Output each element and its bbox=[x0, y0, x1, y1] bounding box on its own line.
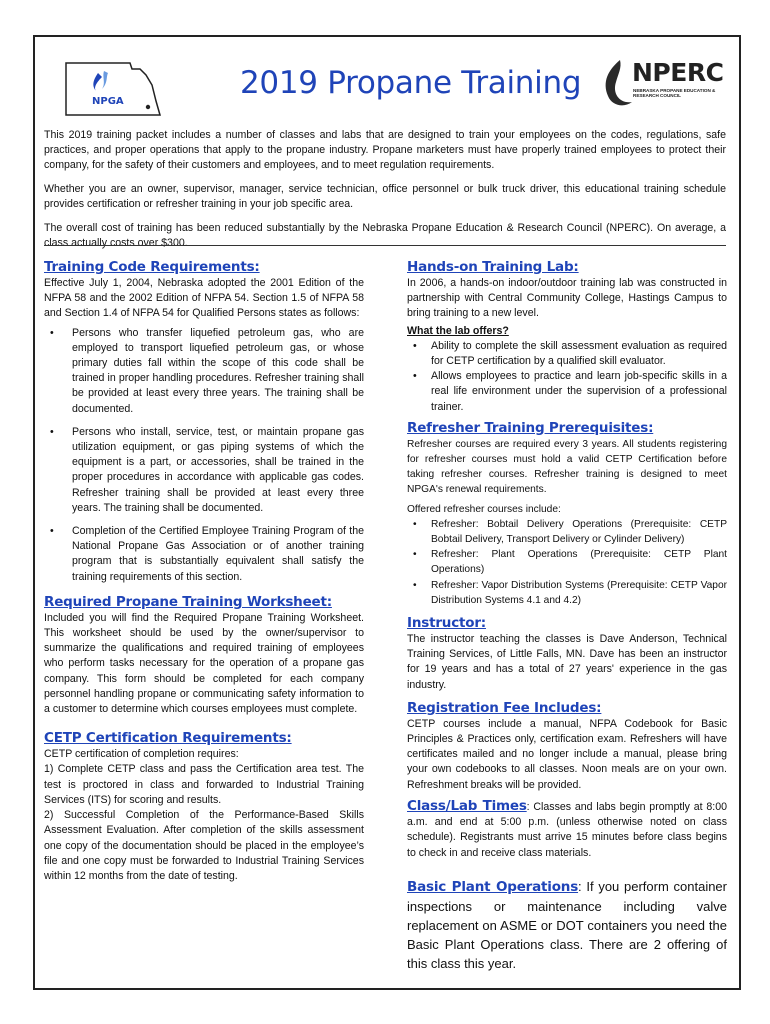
list-item: • Completion of the Certified Employee Training Program of the National Propane Gas Association or of another training program that is substantially equivalent shall satisfy the training requirements of this section. bbox=[50, 525, 364, 583]
nperc-logo-text: NPERC bbox=[632, 58, 724, 87]
section-divider bbox=[44, 245, 726, 246]
training-code-list bbox=[44, 326, 364, 585]
intro-paragraph-3: The overall cost of training has been reduced substantially by the Nebraska Propane Education & Research Council (NPERC). On average, a class actually costs over $300. bbox=[44, 221, 726, 249]
list-item: • Refresher: Bobtail Delivery Operations (Prerequisite: CETP Bobtail Delivery, Transport Delivery or Cylinder Delivery) bbox=[413, 518, 727, 546]
worksheet-body: Included you will find the Required Propane Training Worksheet. This worksheet should be used by the owner/supervisor to summarize the qualifications and required training of employees who perform tasks necessary for the operation of a propane gas company. This form should be completed for each company personnel handling propane or communicating safety information to a customer to determine which courses employees must complete. bbox=[44, 611, 364, 716]
bullet-icon: • bbox=[413, 579, 417, 591]
refresher-body: Refresher courses are required every 3 years. All students registering for refresher courses must hold a valid CETP Certification before taking refresher courses. Refresher training is designed to meet NPGA's renewal requirements. bbox=[407, 438, 727, 496]
refresher-list bbox=[407, 517, 727, 608]
bullet-icon: • bbox=[413, 549, 417, 561]
nperc-logo-subtext: NEBRASKA PROPANE EDUCATION & RESEARCH COUNCIL bbox=[633, 88, 716, 99]
intro-paragraph-1: This 2019 training packet includes a number of classes and labs that are designed to train your employees on the codes, regulations, safe practices, and proper operations that apply to the propane industry. Propane marketers must have properly trained employees to protect their company, for the safety of their customers and employees, and to meet regulation requirements. bbox=[44, 128, 726, 171]
npga-nebraska-logo bbox=[60, 55, 170, 125]
list-item: • Refresher: Plant Operations (Prerequisite: CETP Plant Operations) bbox=[413, 549, 727, 576]
lab-offers-subheading: What the lab offers? bbox=[407, 324, 509, 337]
basic-plant-heading: Basic Plant Operations bbox=[407, 878, 579, 895]
list-item: • Persons who install, service, test, or maintain propane gas utilization equipment, or gas piping systems of which the equipment is a part, or accessories, shall be trained in the proper procedures in accordance with applicable gas codes. Refresher training shall be provided at least every three years. The training shall be documented. bbox=[50, 425, 364, 514]
training-code-heading: Training Code Requirements: bbox=[44, 259, 260, 275]
npga-logo-text: NPGA bbox=[92, 96, 124, 107]
bullet-icon: • bbox=[50, 525, 54, 538]
list-item: • Ability to complete the skill assessment evaluation as required for CETP certification by a qualified skill evaluator. bbox=[413, 339, 727, 368]
cetp-heading: CETP Certification Requirements: bbox=[44, 730, 292, 747]
right-column bbox=[407, 258, 727, 973]
instructor-body: The instructor teaching the classes is Dave Anderson, Technical Training Services, of Little Falls, MN. Dave has been an instructor for 19 years and has a total of 27 years' experience in the gas industry. bbox=[407, 633, 727, 691]
hands-on-body: In 2006, a hands-on indoor/outdoor training lab was constructed in partnership with Central Community College, Hastings Campus to bring training to a new level. bbox=[407, 277, 727, 320]
worksheet-heading: Required Propane Training Worksheet: bbox=[44, 593, 332, 610]
instructor-heading: Instructor: bbox=[407, 615, 486, 632]
bullet-icon: • bbox=[413, 518, 417, 530]
intro-paragraph-2: Whether you are an owner, supervisor, manager, service technician, office personnel or bulk truck driver, this educational training schedule provides certification or refresher training in your job specific area. bbox=[44, 182, 726, 210]
list-item: • Allows employees to practice and learn job-specific skills in a real life environment under the supervision of a professional trainer. bbox=[413, 370, 727, 413]
refresher-heading: Refresher Training Prerequisites: bbox=[407, 419, 654, 436]
bullet-icon: • bbox=[50, 425, 54, 438]
basic-plant-body: : If you perform container inspections or maintenance including valve replacement on ASME or DOT containers you need the Basic Plant Operations class. There are 2 offering of this class this year. bbox=[407, 878, 727, 971]
class-times-paragraph bbox=[407, 799, 727, 861]
list-item: • Persons who transfer liquefied petroleum gas, who are employed to transport liquefied petroleum gas, or whose primary duties fall within the scope of this code shall be trained in proper handling procedures. Refresher training shall be provided at least every three years. The training shall be documented. bbox=[50, 326, 364, 415]
bullet-icon: • bbox=[413, 339, 417, 352]
cetp-line-2: 1) Complete CETP class and pass the Certification area test. The test is proctored in class and forwarded to Industrial Training Services (ITS) for scoring and results. bbox=[44, 763, 364, 806]
list-item: • Refresher: Vapor Distribution Systems (Prerequisite: CETP Vapor Distribution Systems 4.1 and 4.2) bbox=[413, 579, 727, 606]
bullet-icon: • bbox=[413, 370, 417, 383]
cetp-line-1: CETP certification of completion requires: bbox=[44, 748, 239, 761]
basic-plant-paragraph bbox=[407, 877, 727, 973]
cetp-line-3: 2) Successful Completion of the Performance-Based Skills Assessment Evaluation. After completion of the skills assessment one copy of the documentation should be placed in the employee’s file and one copy must be forwarded to Industrial Training Services within 12 months from the date of testing. bbox=[44, 809, 364, 882]
refresher-offered: Offered refresher courses include: bbox=[407, 503, 561, 515]
bullet-icon: • bbox=[50, 326, 54, 339]
training-code-body: Effective July 1, 2004, Nebraska adopted the 2001 Edition of the NFPA 58 and the 2002 Edition of NFPA 54. Section 1.5 of NFPA 58 and Section 1.4 of NFPA 54 for Qualified Persons states as follows: bbox=[44, 277, 364, 320]
lab-offers-list bbox=[407, 339, 727, 415]
page-title: 2019 Propane Training bbox=[240, 65, 582, 101]
hands-on-heading: Hands-on Training Lab: bbox=[407, 259, 579, 275]
class-times-heading: Class/Lab Times bbox=[407, 797, 527, 814]
left-column bbox=[44, 258, 364, 884]
class-times-body: : Classes and labs begin promptly at 8:00 a.m. and end at 5:00 p.m. (unless otherwise noted on class schedule). Registrants must arrive 15 minutes before class begins to check in and receive class materials. bbox=[407, 800, 727, 859]
registration-heading: Registration Fee Includes: bbox=[407, 699, 602, 716]
registration-body: CETP courses include a manual, NFPA Codebook for Basic Principles & Practices only, certification exam. Refreshers will have certificates mailed and no longer include a manual, please bring your own codebooks to all classes. Noon meals are on your own. Refreshment breaks will be provided. bbox=[407, 717, 727, 791]
